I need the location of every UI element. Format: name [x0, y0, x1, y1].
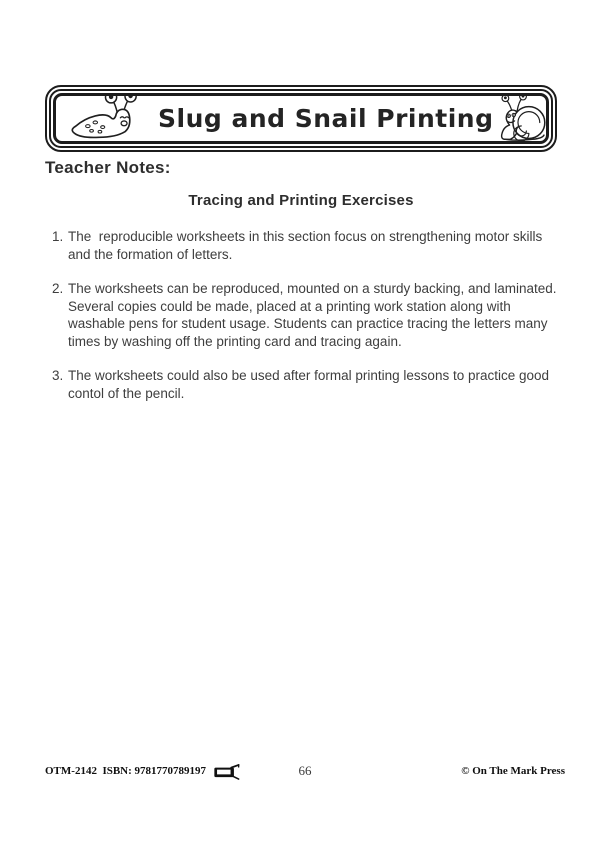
- title-banner: [45, 85, 557, 152]
- note-item-2: [52, 280, 561, 350]
- isbn-line: [45, 762, 240, 780]
- note-text: The worksheets can be reproduced, mounted on a sturdy backing, and laminated. Several copies could be made, placed at a printing work station along with washable pens for student usage. Students can practice tracing the letters many times by washing off the printing card and tracing again.: [68, 281, 561, 349]
- page-footer: [45, 758, 565, 784]
- page-number: 66: [298, 763, 312, 778]
- copyright-text: © On The Mark Press: [461, 765, 565, 777]
- note-number: 2.: [52, 281, 64, 296]
- slug-icon: [66, 96, 158, 141]
- note-text: The reproducible worksheets in this section focus on strengthening motor skills and the formation of letters.: [68, 229, 546, 262]
- note-text: The worksheets could also be used after formal printing lessons to practice good contol of the pencil.: [68, 368, 553, 401]
- photocopier-icon: [213, 762, 240, 780]
- exercises-subheading: Tracing and Printing Exercises: [188, 192, 414, 209]
- banner-border-mid: [49, 89, 553, 148]
- note-number: 3.: [52, 368, 64, 383]
- note-item-1: [52, 228, 557, 263]
- page-title: Slug and Snail Printing: [158, 104, 494, 133]
- banner-border-inner: [53, 93, 549, 144]
- snail-icon: [494, 96, 550, 141]
- note-item-3: [52, 367, 557, 402]
- teacher-notes-list: [52, 228, 561, 419]
- section-heading: Teacher Notes:: [45, 158, 171, 177]
- isbn-text: OTM-2142 ISBN: 9781770789197: [45, 765, 207, 777]
- note-number: 1.: [52, 229, 64, 244]
